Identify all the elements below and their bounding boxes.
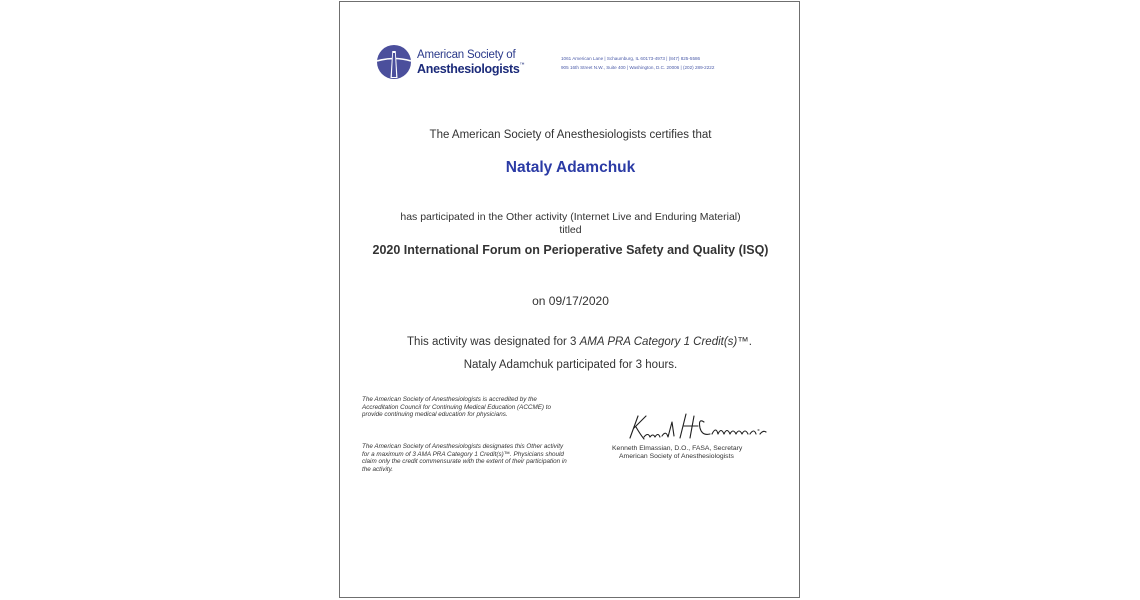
certificate-page bbox=[339, 1, 800, 598]
logo-text-main: Anesthesiologists bbox=[417, 62, 520, 76]
logo-text-line1: American Society of bbox=[417, 49, 516, 61]
designation-prefix: This activity was designated for 3 bbox=[407, 336, 577, 348]
designation-statement: The American Society of Anesthesiologists designates this Other activity for a maximum of 3 AMA PRA Category 1 Credit(s)™. Physicians should claim only the credit commensurate with the extent of their participation in the activity. bbox=[362, 443, 567, 473]
signature-image bbox=[620, 408, 770, 446]
recipient-name: Nataly Adamchuk bbox=[505, 159, 636, 176]
credit-designation bbox=[340, 336, 801, 348]
certifies-statement: The American Society of Anesthesiologists certifies that bbox=[429, 129, 712, 141]
activity-title: 2020 International Forum on Perioperative Safety and Quality (ISQ) bbox=[372, 243, 769, 257]
participation-statement bbox=[340, 211, 801, 237]
logo-text-line2 bbox=[417, 62, 524, 76]
designation-credit: AMA PRA Category 1 Credit(s)™ bbox=[579, 336, 749, 348]
participation-line-1: has participated in the Other activity (Internet Live and Enduring Material) bbox=[400, 211, 741, 223]
participation-line-2: titled bbox=[559, 224, 582, 236]
activity-date: on 09/17/2020 bbox=[532, 294, 609, 308]
signatory-caption bbox=[612, 445, 762, 461]
designation-suffix: . bbox=[748, 336, 752, 348]
accreditation-statement: The American Society of Anesthesiologists is accredited by the Accreditation Council for Continuing Medical Education (ACCME) to provide continuing medical education for physicians. bbox=[362, 396, 551, 419]
address-line-2: 905 16th Street N.W., Suite 400 | Washington, D.C. 20006 | (202) 289-2222 bbox=[561, 65, 715, 70]
asa-emblem-icon bbox=[376, 44, 412, 80]
address-block bbox=[561, 54, 714, 72]
signatory-organization: American Society of Anesthesiologists bbox=[619, 452, 734, 460]
asa-logo bbox=[376, 44, 556, 84]
participation-hours: Nataly Adamchuk participated for 3 hours. bbox=[463, 359, 678, 371]
signatory-name-title: Kenneth Elmassian, D.O., FASA, Secretary bbox=[612, 445, 743, 452]
logo-trademark: ™ bbox=[519, 62, 525, 68]
address-line-1: 1061 American Lane | Schaumburg, IL 60173-4973 | (847) 825-5586 bbox=[561, 56, 701, 61]
